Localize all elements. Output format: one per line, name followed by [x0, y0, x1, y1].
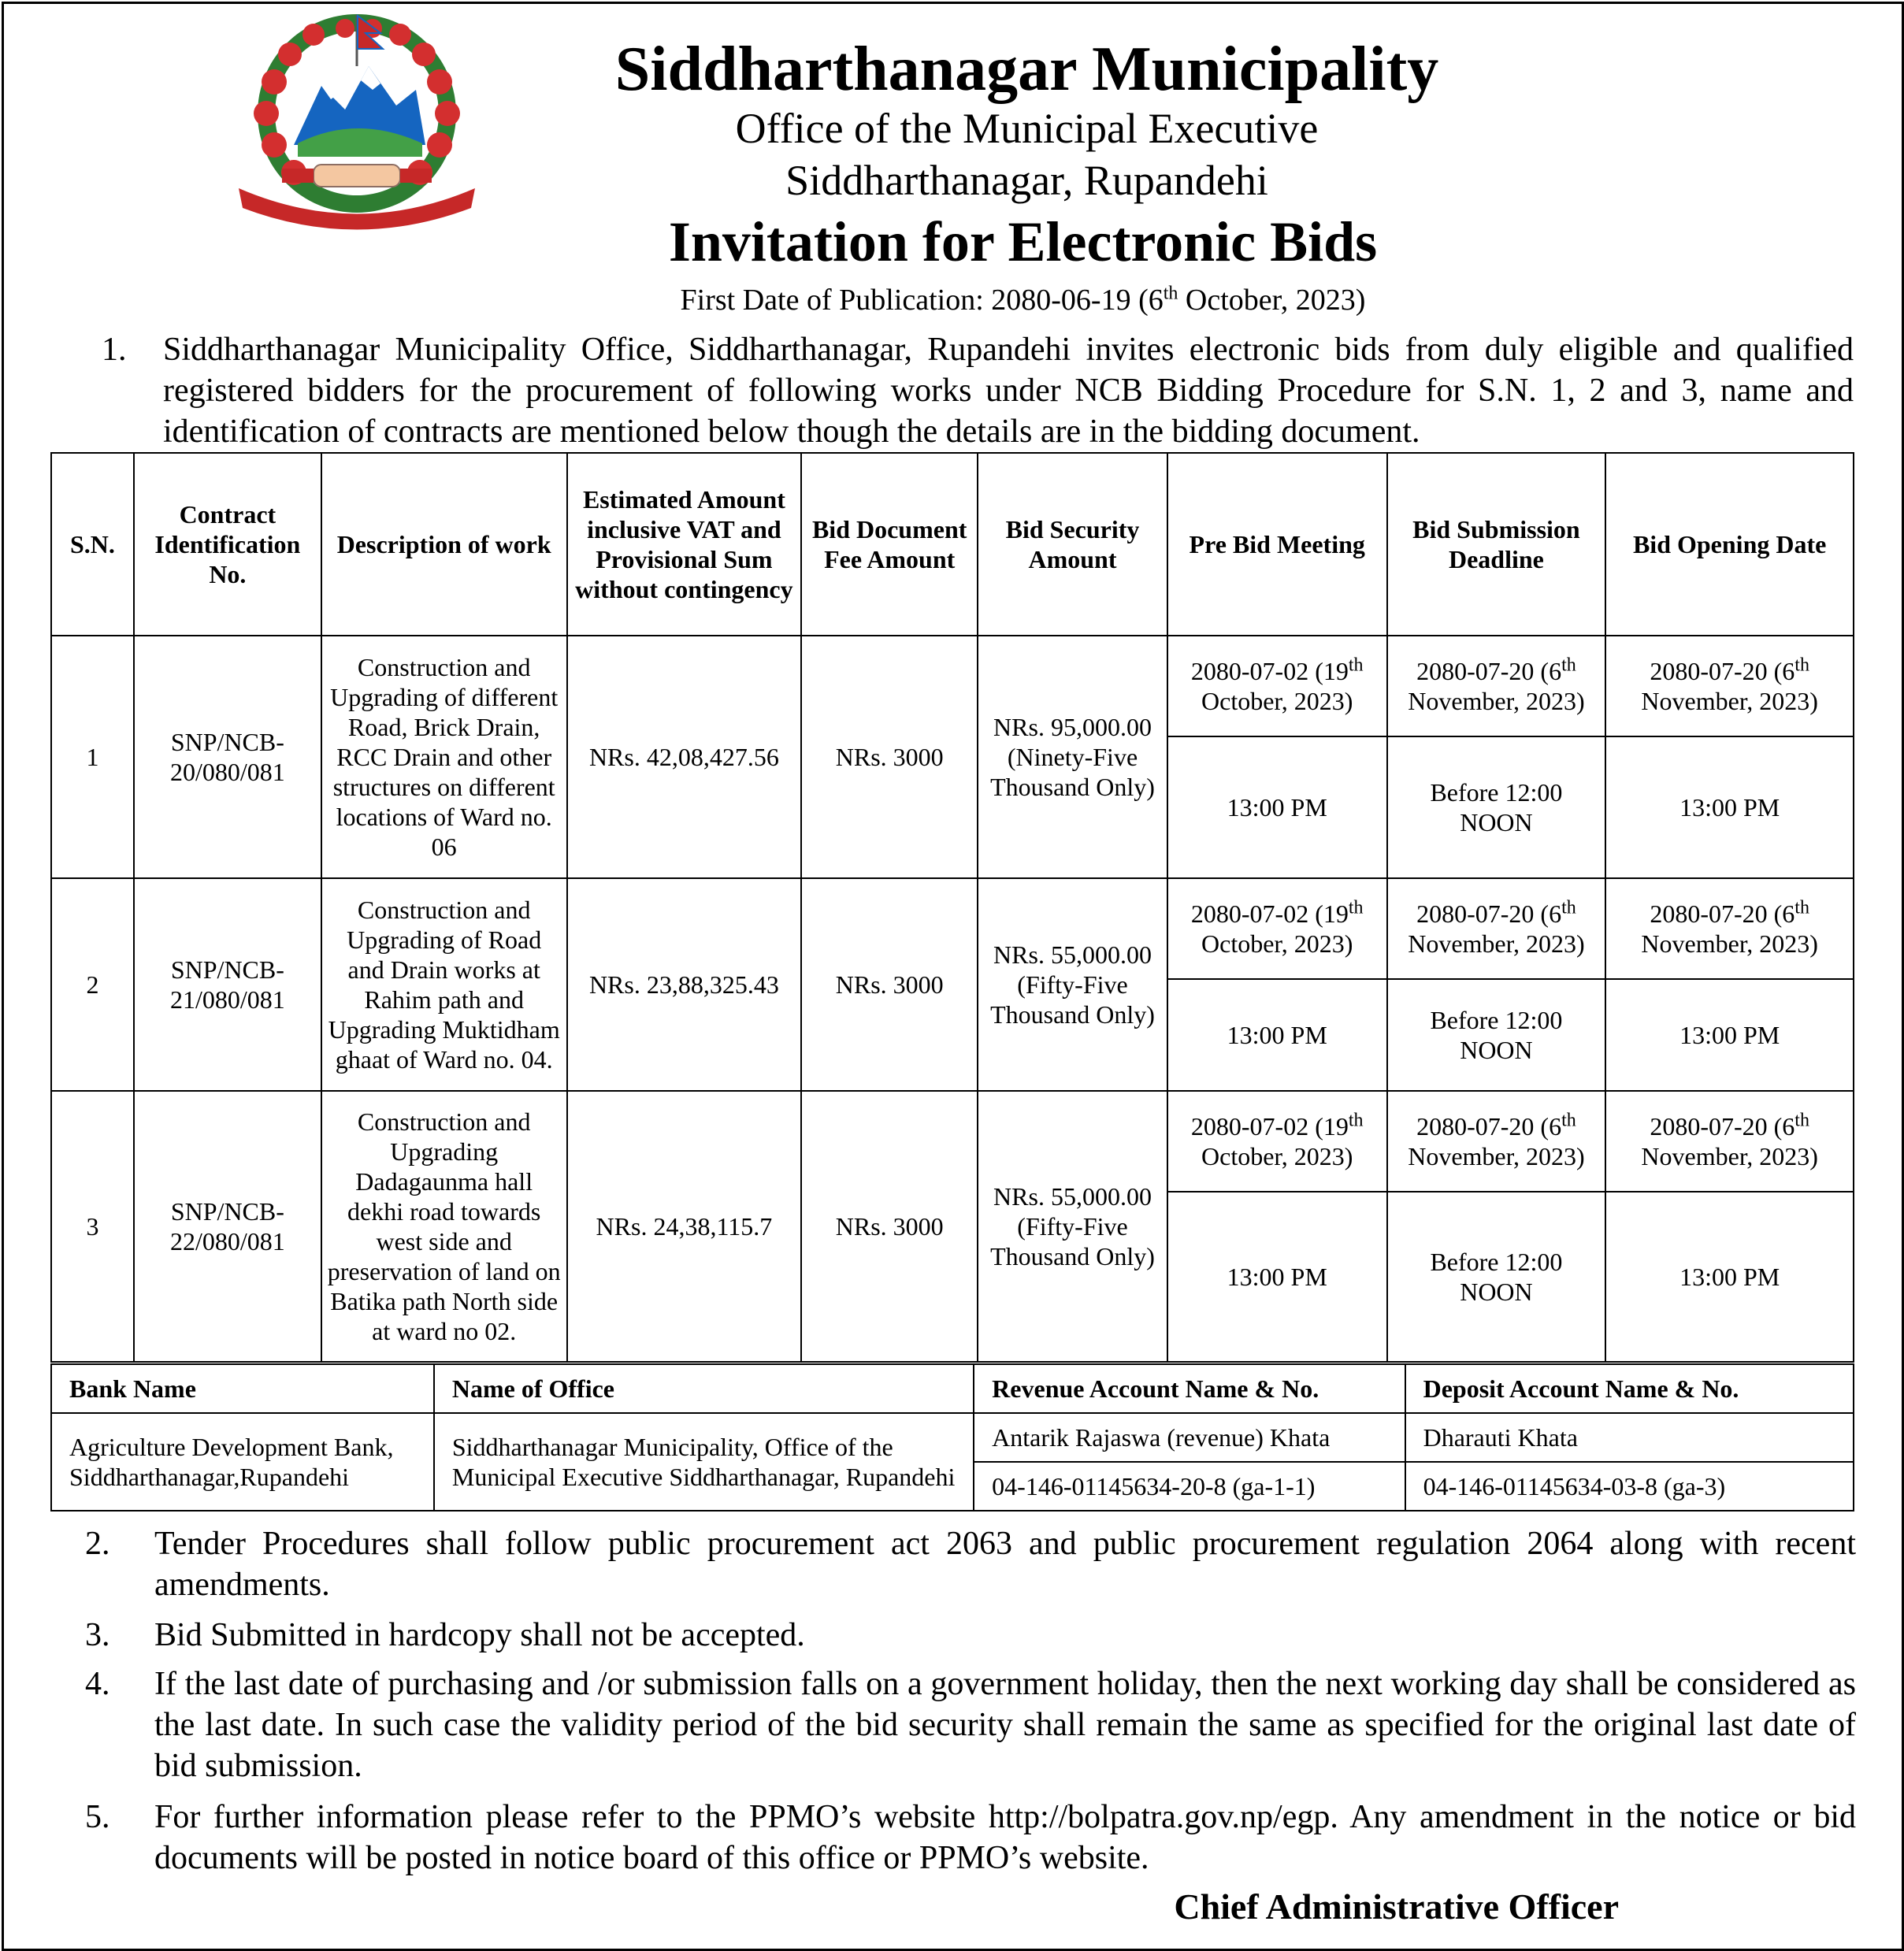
bids-table — [50, 452, 1854, 1363]
cell-deposit-number: 04-146-01145634-03-8 (ga-3) — [1405, 1462, 1854, 1511]
cell-sn: 3 — [51, 1091, 134, 1362]
bank-details-table — [50, 1363, 1854, 1511]
header-description: Description of work — [321, 453, 567, 636]
notice-title: Invitation for Electronic Bids — [668, 210, 1378, 273]
intro-paragraph — [102, 329, 1854, 452]
signatory-title: Chief Administrative Officer — [1174, 1886, 1619, 1927]
header-doc-fee: Bid Document Fee Amount — [801, 453, 978, 636]
table-row — [51, 878, 1854, 979]
header-bank-name: Bank Name — [51, 1364, 434, 1413]
clause-item — [85, 1523, 1856, 1605]
cell-contract-id: SNP/NCB-21/080/081 — [134, 878, 321, 1091]
cell-opening-date: 2080-07-20 (6th November, 2023) — [1605, 1091, 1854, 1192]
cell-sn: 1 — [51, 636, 134, 878]
clause-text: Bid Submitted in hardcopy shall not be accepted. — [154, 1617, 805, 1653]
cell-submission-date: 2080-07-20 (6th November, 2023) — [1387, 1091, 1606, 1192]
cell-office-name: Siddharthanagar Municipality, Office of the Municipal Executive Siddharthanagar, Rupandehi — [434, 1413, 974, 1511]
cell-submission-date: 2080-07-20 (6th November, 2023) — [1387, 878, 1606, 979]
clause-text: For further information please refer to the PPMO’s website http://bolpatra.gov.np/egp. Any amendment in the notice or bid documents will be posted in notice board of this office or PPMO’s website. — [154, 1799, 1856, 1876]
cell-opening-time: 13:00 PM — [1605, 979, 1854, 1091]
cell-opening-time: 13:00 PM — [1605, 1192, 1854, 1362]
header-estimated-amount: Estimated Amount inclusive VAT and Provisional Sum without contingency — [567, 453, 802, 636]
table-row — [51, 1091, 1854, 1192]
cell-estimated-amount: NRs. 42,08,427.56 — [567, 636, 802, 878]
header-revenue-account: Revenue Account Name & No. — [974, 1364, 1405, 1413]
clause-item — [85, 1664, 1856, 1786]
clause-item — [85, 1797, 1856, 1879]
cell-security: NRs. 95,000.00 (Ninety-Five Thousand Only) — [978, 636, 1167, 878]
cell-pre-bid-date: 2080-07-02 (19th October, 2023) — [1167, 878, 1387, 979]
cell-sn: 2 — [51, 878, 134, 1091]
cell-opening-time: 13:00 PM — [1605, 736, 1854, 878]
office-name: Office of the Municipal Executive — [735, 105, 1319, 152]
cell-submission-time: Before 12:00 NOON — [1387, 736, 1606, 878]
cell-description: Construction and Upgrading Dadagaunma hall dekhi road towards west side and preservation of land on Batika path North side at ward no 02. — [321, 1091, 567, 1362]
cell-opening-date: 2080-07-20 (6th November, 2023) — [1605, 636, 1854, 736]
cell-description: Construction and Upgrading of different Road, Brick Drain, RCC Drain and other structures on different locations of Ward no. 06 — [321, 636, 567, 878]
cell-doc-fee: NRs. 3000 — [801, 636, 978, 878]
header-deposit-account: Deposit Account Name & No. — [1405, 1364, 1854, 1413]
cell-security: NRs. 55,000.00 (Fifty-Five Thousand Only) — [978, 878, 1167, 1091]
cell-submission-time: Before 12:00 NOON — [1387, 979, 1606, 1091]
clause-number: 3. — [85, 1617, 110, 1653]
clause-number: 4. — [85, 1666, 110, 1702]
intro-number: 1. — [102, 332, 127, 368]
cell-submission-time: Before 12:00 NOON — [1387, 1192, 1606, 1362]
header-sn: S.N. — [51, 453, 134, 636]
cell-estimated-amount: NRs. 24,38,115.7 — [567, 1091, 802, 1362]
cell-deposit-name: Dharauti Khata — [1405, 1413, 1854, 1462]
header-contract-id: Contract Identification No. — [134, 453, 321, 636]
office-location: Siddharthanagar, Rupandehi — [785, 157, 1268, 204]
cell-pre-bid-time: 13:00 PM — [1167, 736, 1387, 878]
cell-revenue-number: 04-146-01145634-20-8 (ga-1-1) — [974, 1462, 1405, 1511]
clause-text: If the last date of purchasing and /or submission falls on a government holiday, then the next working day shall be considered as the last date. In such case the validity period of the bid security shall remain the same as specified for the original last date of bid submission. — [154, 1666, 1856, 1784]
cell-contract-id: SNP/NCB-22/080/081 — [134, 1091, 321, 1362]
cell-pre-bid-time: 13:00 PM — [1167, 979, 1387, 1091]
table-row — [51, 636, 1854, 736]
cell-security: NRs. 55,000.00 (Fifty-Five Thousand Only) — [978, 1091, 1167, 1362]
header-submission: Bid Submission Deadline — [1387, 453, 1606, 636]
clause-item — [85, 1615, 1856, 1656]
cell-estimated-amount: NRs. 23,88,325.43 — [567, 878, 802, 1091]
municipality-title-block — [0, 32, 1904, 107]
header-pre-bid: Pre Bid Meeting — [1167, 453, 1387, 636]
header-office-name: Name of Office — [434, 1364, 974, 1413]
clause-number: 5. — [85, 1799, 110, 1835]
cell-description: Construction and Upgrading of Road and Drain works at Rahim path and Upgrading Muktidham ghaat of Ward no. 04. — [321, 878, 567, 1091]
publication-date: First Date of Publication: 2080-06-19 (6th October, 2023) — [680, 283, 1366, 317]
clause-text: Tender Procedures shall follow public procurement act 2063 and public procurement regulation 2064 along with recent amendments. — [154, 1526, 1856, 1603]
clause-number: 2. — [85, 1526, 110, 1562]
bank-header-row — [51, 1364, 1854, 1413]
cell-pre-bid-date: 2080-07-02 (19th October, 2023) — [1167, 636, 1387, 736]
table-header-row — [51, 453, 1854, 636]
header-security: Bid Security Amount — [978, 453, 1167, 636]
cell-pre-bid-date: 2080-07-02 (19th October, 2023) — [1167, 1091, 1387, 1192]
cell-revenue-name: Antarik Rajaswa (revenue) Khata — [974, 1413, 1405, 1462]
intro-text: Siddharthanagar Municipality Office, Siddharthanagar, Rupandehi invites electronic bids from duly eligible and qualified registered bidders for the procurement of following works under NCB Bidding Procedure for S.N. 1, 2 and 3, name and identification of contracts are mentioned below though the details are in the bidding document. — [163, 332, 1854, 450]
cell-contract-id: SNP/NCB-20/080/081 — [134, 636, 321, 878]
cell-pre-bid-time: 13:00 PM — [1167, 1192, 1387, 1362]
municipality-name: Siddharthanagar Municipality — [614, 35, 1439, 104]
cell-doc-fee: NRs. 3000 — [801, 878, 978, 1091]
cell-opening-date: 2080-07-20 (6th November, 2023) — [1605, 878, 1854, 979]
header-opening: Bid Opening Date — [1605, 453, 1854, 636]
cell-submission-date: 2080-07-20 (6th November, 2023) — [1387, 636, 1606, 736]
cell-doc-fee: NRs. 3000 — [801, 1091, 978, 1362]
cell-bank-name: Agriculture Development Bank, Siddharthanagar,Rupandehi — [51, 1413, 434, 1511]
bank-row — [51, 1413, 1854, 1462]
